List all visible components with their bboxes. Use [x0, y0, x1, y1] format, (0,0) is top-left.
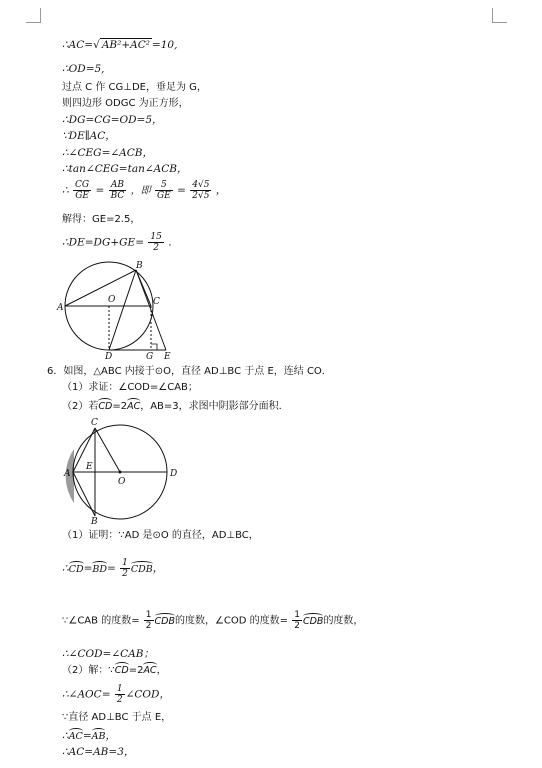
arc-ab: AB	[92, 728, 106, 743]
sol5-line-dg: ∴DG=CG=OD=5，	[62, 114, 163, 126]
sol6-proof-start: （1）证明：∵AD 是⊙O 的直径，AD⊥BC，	[62, 530, 259, 541]
arc-bd: BD	[92, 561, 107, 576]
problem6-stem: 6．如图，△ABC 内接于⊙O，直径 AD⊥BC 于点 E，连结 CO．	[47, 366, 332, 377]
numerator: 4√5	[192, 180, 210, 190]
denominator: BC	[110, 191, 125, 201]
fraction	[148, 232, 163, 253]
right-angle-mark	[151, 344, 157, 350]
denominator: 2	[122, 569, 128, 579]
sol5-line-square: 则四边形 ODGC 为正方形，	[62, 98, 189, 109]
segment-ab	[73, 472, 95, 516]
label-c: C	[91, 418, 98, 428]
sol6-arcs-equal	[62, 558, 163, 579]
sol6-angle-degrees	[62, 610, 363, 631]
numerator: 1	[116, 684, 123, 694]
arc-cd: CD	[115, 662, 129, 677]
sol5-line-solve: 解得：GE=2.5，	[62, 214, 141, 225]
text: ，即	[130, 185, 151, 197]
sqrt-content: AB²+AC²	[101, 39, 150, 51]
fraction	[155, 180, 173, 201]
sol6-angle-aoc	[62, 684, 170, 705]
text: ∴∠AOC=	[62, 688, 111, 701]
label-b: B	[91, 517, 98, 524]
denominator: 2√5	[192, 191, 210, 201]
denominator: 2	[145, 621, 152, 631]
text: ∴AC=	[62, 39, 94, 51]
numerator: 1	[294, 610, 300, 620]
label-c: C	[153, 297, 160, 307]
text: ，	[215, 184, 227, 197]
numerator: 15	[150, 232, 162, 242]
sol6-perpendicular: ∵直径 AD⊥BC 于点 E，	[62, 712, 172, 723]
arc-cdb: CDB	[131, 561, 153, 576]
fraction	[115, 684, 125, 705]
text: 的度数，	[323, 615, 364, 627]
denominator: 2	[153, 243, 159, 253]
arc-cdb: CDB	[155, 613, 175, 628]
fraction	[120, 558, 130, 579]
text: ∵∠CAB 的度数=	[62, 615, 140, 627]
text: =10,	[151, 39, 178, 51]
arc-cd: CD	[98, 398, 112, 413]
page-corner-mark-left	[26, 8, 41, 23]
denominator: 2	[116, 695, 123, 705]
label-o: O	[108, 295, 116, 305]
figure-problem6	[58, 416, 188, 524]
text: ∴	[62, 184, 69, 197]
figure-problem5	[56, 258, 186, 362]
sol6-conclusion1: ∴∠COD=∠CAB；	[62, 648, 154, 660]
label-b: B	[136, 261, 143, 271]
page-corner-mark-right	[492, 8, 507, 23]
text: ∴	[62, 730, 69, 742]
denominator: GE	[75, 191, 89, 201]
text: =	[82, 730, 92, 742]
text: ，	[152, 562, 164, 575]
text: =2	[128, 665, 144, 676]
problem6-part1: （1）求证：∠COD=∠CAB；	[62, 382, 198, 393]
numerator: 5	[155, 180, 173, 191]
text: =	[95, 184, 105, 197]
fraction	[292, 610, 302, 631]
fraction	[109, 180, 127, 201]
fraction	[190, 180, 211, 201]
text: ∠COD，	[125, 688, 170, 701]
text: ．	[168, 236, 179, 249]
center-dot	[119, 471, 122, 474]
text: （2）解：∵	[62, 665, 115, 676]
label-d: D	[105, 352, 113, 362]
fraction	[144, 610, 154, 631]
arc-ac: AC	[127, 398, 140, 413]
label-g: G	[146, 352, 154, 362]
numerator: CG	[75, 180, 90, 190]
segment-co	[95, 428, 120, 472]
text: =	[107, 562, 116, 575]
sol5-line-od: ∴OD=5,	[62, 63, 105, 75]
numerator: 1	[145, 610, 152, 620]
text: ，	[105, 730, 116, 742]
label-e: E	[86, 462, 93, 472]
text: 的度数，∠COD 的度数=	[174, 615, 289, 627]
sqrt-sign: √	[93, 39, 100, 51]
text: ∴DE=DG+GE=	[62, 236, 145, 249]
text: =	[83, 562, 93, 575]
label-a: A	[64, 469, 71, 479]
sol5-line-tan: ∴tan∠CEG=tan∠ACB，	[62, 163, 188, 175]
denominator: 2	[294, 621, 300, 631]
text: ∴	[62, 562, 69, 575]
problem6-part2	[62, 398, 289, 413]
label-o: O	[118, 477, 126, 487]
text: （2）若	[62, 401, 99, 412]
label-d: D	[170, 469, 178, 479]
arc-ac: AC	[143, 662, 156, 677]
fraction	[73, 180, 91, 201]
label-e: E	[164, 352, 171, 362]
text: =2	[112, 401, 128, 412]
label-a: A	[57, 303, 64, 313]
sol5-line-parallel: ∵DE∥AC，	[62, 130, 116, 142]
sol6-arcs-ac-ab	[62, 728, 116, 743]
sol5-line-ratio	[62, 180, 226, 201]
arc-cd: CD	[69, 561, 84, 576]
sol5-line-construct: 过点 C 作 CG⊥DE，垂足为 G，	[62, 82, 207, 93]
arc-cdb: CDB	[303, 613, 323, 628]
numerator: AB	[109, 180, 127, 191]
sol6-ac-equals-ab: ∴AC=AB=3，	[62, 746, 135, 758]
sol5-line-angle: ∴∠CEG=∠ACB，	[62, 147, 153, 159]
text: =	[177, 184, 186, 197]
sol5-line-de	[62, 232, 179, 253]
numerator: 1	[122, 558, 128, 568]
denominator: GE	[156, 191, 171, 201]
arc-ac: AC	[69, 728, 83, 743]
text: ，AB=3，求图中阴影部分面积．	[140, 401, 289, 412]
text: ，	[156, 665, 167, 676]
sol6-part2-start	[62, 662, 167, 677]
sol5-line-ac	[62, 38, 177, 51]
